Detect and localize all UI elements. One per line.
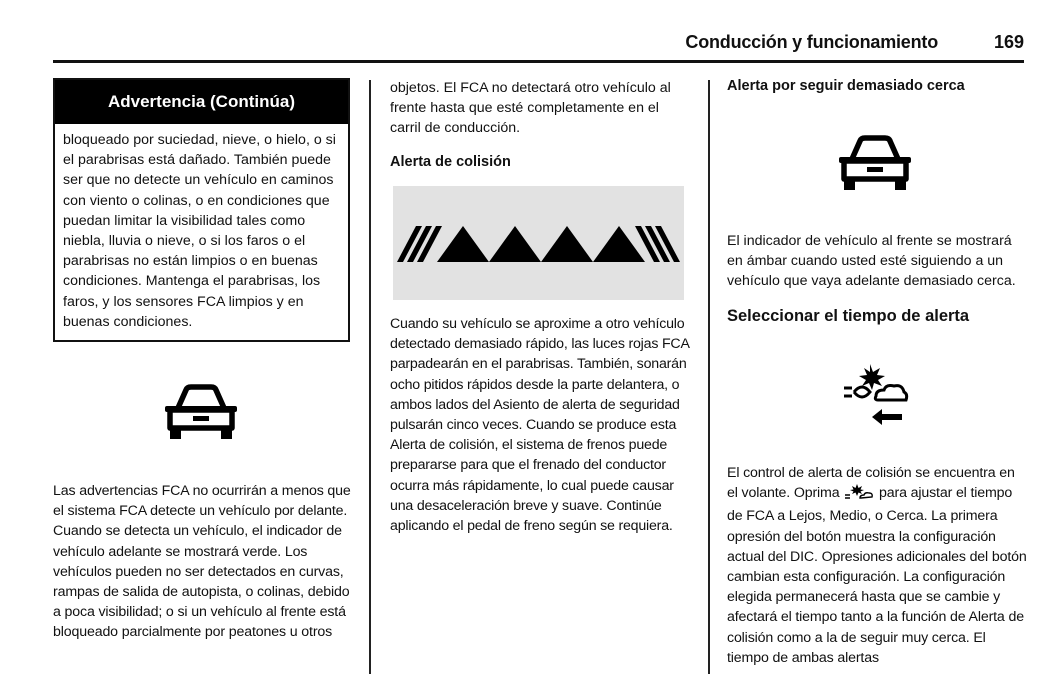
column-divider xyxy=(369,80,371,674)
collision-alert-button-icon xyxy=(845,484,873,506)
page-number: 169 xyxy=(993,32,1024,52)
collision-alert-lights-icon xyxy=(393,186,684,300)
fca-body-text: Las advertencias FCA no ocurrirán a menos que el sistema FCA detecte un vehículo por delante. Cuando se detecta un vehículo, el indicador de vehículo adelante se mostrará verde. Los vehículos pueden no ser detectados en curvas, rampas de salida de autopista, o colinas, debido a poca visibilidad; o si un vehículo al frente está bloqueado parcialmente por peatones u otros xyxy=(53,483,351,641)
timing-text-after: para ajustar el tiempo de FCA a Lejos, Medio, o Cerca. La primera opresión del botón muestra la configuración actual del DIC. Opresiones adicionales del botón cambian esta configuración. La configuración elegida permanecerá hasta que se cambie y afectará el tiempo tanto a la función de Alerta de colisión como a la de seguir muy cerca. El tiempo de ambas alertas xyxy=(727,485,1027,666)
column-divider xyxy=(708,80,710,674)
section-title: Conducción y funcionamiento xyxy=(685,32,938,52)
close-alert-text: El indicador de vehículo al frente se mostrará en ámbar cuando usted esté siguiendo a un vehículo que vaya adelante demasiado cerca. xyxy=(727,233,1016,290)
warning-text: bloqueado por suciedad, nieve, o hielo, o si el parabrisas está dañado. También puede ser que no detecte un vehículo en caminos con viento o colinas, o en condiciones que puedan limitar la visibilidad tales como niebla, lluvia o nieve, o si los faros o el parabrisas no están limpios o en buenas condiciones. Mantenga el parabrisas, los faros, y los sensores FCA limpios y en buenas condiciones. xyxy=(63,132,336,330)
timing-text xyxy=(727,463,1027,668)
close-alert-heading: Alerta por seguir demasiado cerca xyxy=(727,78,965,94)
timing-text-before: El control de alerta de colisión se encuentra en el volante. Oprima xyxy=(727,465,1015,502)
warning-title: Advertencia (Continúa) xyxy=(55,80,348,124)
warning-box xyxy=(53,78,350,342)
timing-heading: Seleccionar el tiempo de alerta xyxy=(727,307,970,325)
header-rule xyxy=(53,60,1024,63)
collision-heading: Alerta de colisión xyxy=(390,154,511,170)
collision-text: Cuando su vehículo se aproxime a otro vehículo detectado demasiado rápido, las luces rojas FCA parpadearán en el parabrisas. También, sonarán ocho pitidos rápidos desde la parte delantera, o ambos lados del Asiento de alerta de seguridad pulsarán cinco veces. Cuando se produce esta Alerta de colisión, el sistema de frenos puede prepararse para que el frenado del conductor ocurra más rápidamente, lo cual puede causar una desaceleración breve y suave. Continúe aplicando el pedal de freno según se requiera. xyxy=(390,316,689,535)
vehicle-ahead-icon xyxy=(162,384,240,440)
fca-intro-text: objetos. El FCA no detectará otro vehículo al frente hasta que esté completamente en el carril de conducción. xyxy=(390,80,671,137)
vehicle-ahead-icon xyxy=(836,135,914,191)
collision-alert-gap-icon xyxy=(842,362,910,426)
